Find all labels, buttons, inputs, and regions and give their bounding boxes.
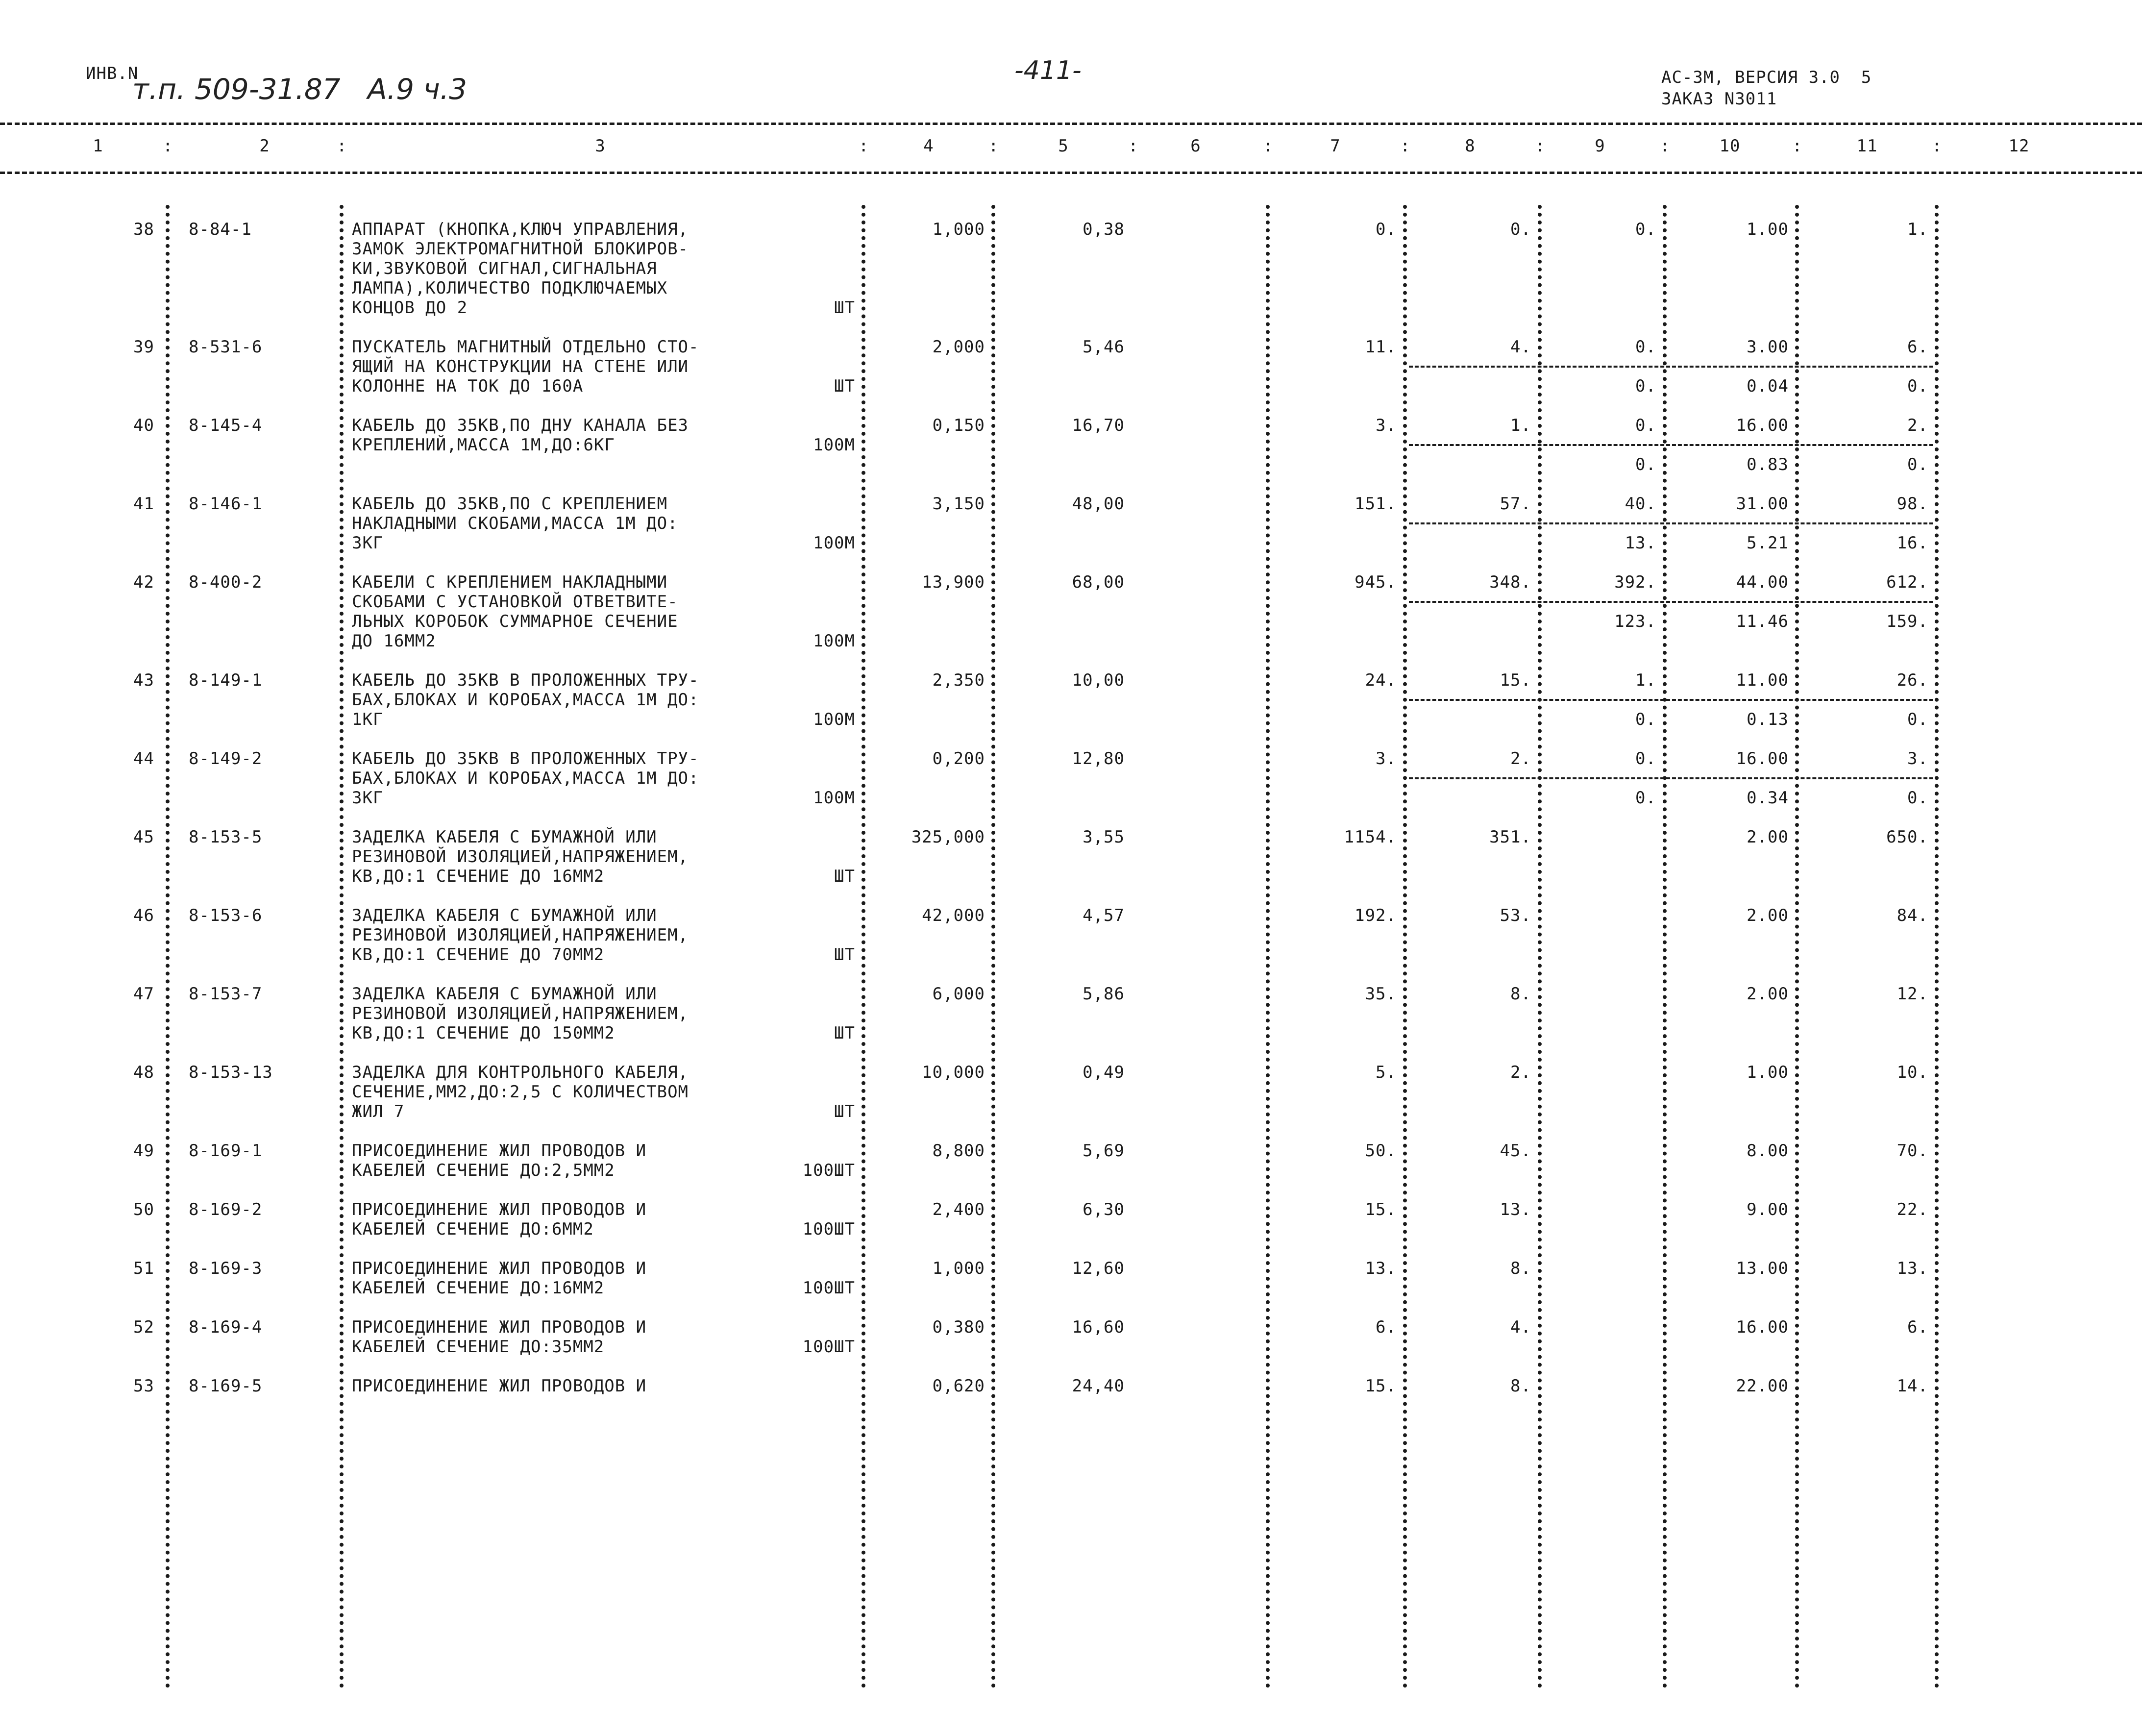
value-col-10: 16.00: [1736, 749, 1789, 769]
value-col-4: 0,620: [932, 1376, 985, 1396]
row-number: 50: [133, 1200, 154, 1219]
description-line: КАБЕЛЬ ДО 35КВ,ПО ДНУ КАНАЛА БЕЗ: [352, 416, 689, 435]
rate-code: 8-84-1: [189, 220, 252, 239]
value-col-4: 13,900: [922, 572, 985, 592]
value-col-5: 24,40: [1072, 1376, 1125, 1396]
description-line: 3КГ: [352, 788, 384, 808]
column-header-2: 2: [259, 136, 270, 156]
value-col-7: 50.: [1365, 1141, 1397, 1161]
value-col-9: 392.: [1614, 572, 1656, 592]
description-line: КВ,ДО:1 СЕЧЕНИЕ ДО 150ММ2: [352, 1023, 615, 1043]
order-number: ЗАКАЗ N3011: [1661, 89, 1777, 109]
header-separator: :: [859, 136, 869, 156]
value-col-11: 2.: [1907, 416, 1928, 435]
value-col-4: 0,150: [932, 416, 985, 435]
header-separator: :: [1400, 136, 1411, 156]
value-col-11: 1.: [1907, 220, 1928, 239]
inventory-label: ИНВ.N: [86, 64, 139, 83]
description-line: КОНЦОВ ДО 2: [352, 298, 468, 318]
value-col-8: 57.: [1500, 494, 1531, 514]
value-col-7: 3.: [1376, 749, 1397, 769]
value-col-10: 2.00: [1747, 906, 1789, 925]
header-separator: :: [1535, 136, 1546, 156]
value-col-7: 3.: [1376, 416, 1397, 435]
rate-code: 8-153-6: [189, 906, 263, 925]
rate-code: 8-149-2: [189, 749, 263, 769]
value-col-10: 31.00: [1736, 494, 1789, 514]
row-number: 41: [133, 494, 154, 514]
value-col-11: 10.: [1896, 1063, 1928, 1082]
description-line: ЛАМПА),КОЛИЧЕСТВО ПОДКЛЮЧАЕМЫХ: [352, 278, 668, 298]
description-line: КАБЕЛЕЙ СЕЧЕНИЕ ДО:35ММ2: [352, 1337, 605, 1357]
unit-of-measure: ШТ: [834, 1023, 855, 1043]
sub-value-col-11: 0.: [1907, 376, 1928, 396]
sub-value-col-10: 0.34: [1747, 788, 1789, 808]
rate-code: 8-531-6: [189, 337, 263, 357]
header-separator: :: [1792, 136, 1803, 156]
value-col-8: 8.: [1510, 1376, 1531, 1396]
value-col-5: 0,49: [1083, 1063, 1125, 1082]
sub-value-col-9: 0.: [1635, 710, 1656, 729]
description-line: ЗАМОК ЭЛЕКТРОМАГНИТНОЙ БЛОКИРОВ-: [352, 239, 689, 259]
row-number: 43: [133, 670, 154, 690]
unit-of-measure: 100ШТ: [802, 1337, 855, 1357]
description-line: КАБЕЛЕЙ СЕЧЕНИЕ ДО:6ММ2: [352, 1219, 594, 1239]
value-col-8: 53.: [1500, 906, 1531, 925]
value-col-8: 2.: [1510, 749, 1531, 769]
column-header-9: 9: [1595, 136, 1605, 156]
description-line: РЕЗИНОВОЙ ИЗОЛЯЦИЕЙ,НАПРЯЖЕНИЕМ,: [352, 925, 689, 945]
column-separator: [166, 205, 170, 1688]
value-col-11: 3.: [1907, 749, 1928, 769]
value-col-4: 0,200: [932, 749, 985, 769]
sub-value-col-11: 0.: [1907, 455, 1928, 474]
description-line: ПРИСОЕДИНЕНИЕ ЖИЛ ПРОВОДОВ И: [352, 1376, 647, 1396]
sub-value-col-9: 0.: [1635, 788, 1656, 808]
description-line: КИ,ЗВУКОВОЙ СИГНАЛ,СИГНАЛЬНАЯ: [352, 259, 657, 278]
unit-of-measure: ШТ: [834, 867, 855, 886]
value-col-10: 1.00: [1747, 1063, 1789, 1082]
value-col-5: 5,86: [1083, 984, 1125, 1004]
description-line: КОЛОННЕ НА ТОК ДО 160А: [352, 376, 584, 396]
value-col-9: 0.: [1635, 749, 1656, 769]
value-col-11: 84.: [1896, 906, 1928, 925]
value-col-10: 44.00: [1736, 572, 1789, 592]
rate-code: 8-146-1: [189, 494, 263, 514]
value-col-7: 945.: [1354, 572, 1397, 592]
value-col-11: 6.: [1907, 337, 1928, 357]
rate-code: 8-153-7: [189, 984, 263, 1004]
header-separator: :: [1263, 136, 1274, 156]
description-line: ПРИСОЕДИНЕНИЕ ЖИЛ ПРОВОДОВ И: [352, 1141, 647, 1161]
row-number: 47: [133, 984, 154, 1004]
value-col-8: 45.: [1500, 1141, 1531, 1161]
value-col-10: 11.00: [1736, 670, 1789, 690]
value-col-7: 0.: [1376, 220, 1397, 239]
value-col-11: 6.: [1907, 1317, 1928, 1337]
description-line: КАБЕЛЬ ДО 35КВ,ПО С КРЕПЛЕНИЕМ: [352, 494, 668, 514]
system-version: АС-3М, ВЕРСИЯ 3.0 5: [1661, 68, 1872, 87]
sub-value-col-10: 0.13: [1747, 710, 1789, 729]
column-header-5: 5: [1058, 136, 1069, 156]
subtotal-rule: [1409, 777, 1933, 779]
column-separator: [340, 205, 344, 1688]
page-number: -411-: [1014, 56, 1082, 85]
value-col-8: 2.: [1510, 1063, 1531, 1082]
row-number: 52: [133, 1317, 154, 1337]
description-line: ПРИСОЕДИНЕНИЕ ЖИЛ ПРОВОДОВ И: [352, 1259, 647, 1278]
column-header-12: 12: [2008, 136, 2030, 156]
subtotal-rule: [1409, 699, 1933, 701]
value-col-5: 5,69: [1083, 1141, 1125, 1161]
value-col-10: 16.00: [1736, 416, 1789, 435]
value-col-11: 98.: [1896, 494, 1928, 514]
column-header-10: 10: [1719, 136, 1741, 156]
value-col-9: 40.: [1625, 494, 1656, 514]
row-number: 49: [133, 1141, 154, 1161]
rate-code: 8-169-5: [189, 1376, 263, 1396]
value-col-5: 5,46: [1083, 337, 1125, 357]
value-col-11: 650.: [1886, 827, 1928, 847]
rate-code: 8-153-13: [189, 1063, 273, 1082]
rate-code: 8-149-1: [189, 670, 263, 690]
description-line: КАБЕЛЬ ДО 35КВ В ПРОЛОЖЕННЫХ ТРУ-: [352, 670, 699, 690]
column-header-6: 6: [1190, 136, 1201, 156]
rate-code: 8-400-2: [189, 572, 263, 592]
value-col-4: 8,800: [932, 1141, 985, 1161]
row-number: 46: [133, 906, 154, 925]
sub-value-col-9: 0.: [1635, 455, 1656, 474]
value-col-11: 70.: [1896, 1141, 1928, 1161]
description-line: 3КГ: [352, 533, 384, 553]
column-header-7: 7: [1330, 136, 1341, 156]
value-col-10: 9.00: [1747, 1200, 1789, 1219]
description-line: 1КГ: [352, 710, 384, 729]
rate-code: 8-169-1: [189, 1141, 263, 1161]
description-line: КАБЕЛИ С КРЕПЛЕНИЕМ НАКЛАДНЫМИ: [352, 572, 668, 592]
description-line: КАБЕЛЕЙ СЕЧЕНИЕ ДО:16ММ2: [352, 1278, 605, 1298]
value-col-9: 0.: [1635, 220, 1656, 239]
unit-of-measure: ШТ: [834, 1102, 855, 1121]
description-line: ЗАДЕЛКА ДЛЯ КОНТРОЛЬНОГО КАБЕЛЯ,: [352, 1063, 689, 1082]
subtotal-rule: [1409, 366, 1933, 368]
value-col-5: 48,00: [1072, 494, 1125, 514]
header-separator: :: [1932, 136, 1943, 156]
value-col-8: 13.: [1500, 1200, 1531, 1219]
value-col-11: 26.: [1896, 670, 1928, 690]
unit-of-measure: 100М: [813, 435, 855, 455]
column-header-4: 4: [923, 136, 934, 156]
description-line: ЯЩИЙ НА КОНСТРУКЦИИ НА СТЕНЕ ИЛИ: [352, 357, 689, 376]
value-col-10: 13.00: [1736, 1259, 1789, 1278]
unit-of-measure: 100М: [813, 631, 855, 651]
value-col-7: 1154.: [1344, 827, 1397, 847]
rate-code: 8-169-3: [189, 1259, 263, 1278]
description-line: РЕЗИНОВОЙ ИЗОЛЯЦИЕЙ,НАПРЯЖЕНИЕМ,: [352, 1004, 689, 1023]
value-col-4: 10,000: [922, 1063, 985, 1082]
column-header-11: 11: [1856, 136, 1878, 156]
value-col-8: 1.: [1510, 416, 1531, 435]
value-col-10: 1.00: [1747, 220, 1789, 239]
description-line: ПРИСОЕДИНЕНИЕ ЖИЛ ПРОВОДОВ И: [352, 1200, 647, 1219]
sub-value-col-10: 0.04: [1747, 376, 1789, 396]
value-col-7: 151.: [1354, 494, 1397, 514]
subtotal-rule: [1409, 601, 1933, 603]
value-col-10: 22.00: [1736, 1376, 1789, 1396]
header-separator: :: [988, 136, 999, 156]
value-col-11: 22.: [1896, 1200, 1928, 1219]
value-col-9: 0.: [1635, 337, 1656, 357]
sub-value-col-11: 159.: [1886, 612, 1928, 631]
value-col-10: 2.00: [1747, 984, 1789, 1004]
value-col-9: 0.: [1635, 416, 1656, 435]
value-col-4: 1,000: [932, 220, 985, 239]
description-line: БАХ,БЛОКАХ И КОРОБАХ,МАССА 1М ДО:: [352, 690, 699, 710]
description-line: ЖИЛ 7: [352, 1102, 405, 1121]
description-line: ДО 16ММ2: [352, 631, 436, 651]
unit-of-measure: 100ШТ: [802, 1161, 855, 1180]
unit-of-measure: ШТ: [834, 945, 855, 965]
value-col-5: 16,60: [1072, 1317, 1125, 1337]
description-line: ПРИСОЕДИНЕНИЕ ЖИЛ ПРОВОДОВ И: [352, 1317, 647, 1337]
description-line: ЛЬНЫХ КОРОБОК СУММАРНОЕ СЕЧЕНИЕ: [352, 612, 678, 631]
description-line: СЕЧЕНИЕ,ММ2,ДО:2,5 С КОЛИЧЕСТВОМ: [352, 1082, 689, 1102]
description-line: НАКЛАДНЫМИ СКОБАМИ,МАССА 1М ДО:: [352, 514, 678, 533]
description-line: КВ,ДО:1 СЕЧЕНИЕ ДО 70ММ2: [352, 945, 605, 965]
value-col-8: 348.: [1489, 572, 1531, 592]
value-col-8: 8.: [1510, 984, 1531, 1004]
value-col-10: 16.00: [1736, 1317, 1789, 1337]
unit-of-measure: ШТ: [834, 376, 855, 396]
value-col-7: 6.: [1376, 1317, 1397, 1337]
sub-value-col-9: 123.: [1614, 612, 1656, 631]
value-col-7: 13.: [1365, 1259, 1397, 1278]
value-col-7: 192.: [1354, 906, 1397, 925]
value-col-7: 11.: [1365, 337, 1397, 357]
row-number: 53: [133, 1376, 154, 1396]
value-col-10: 3.00: [1747, 337, 1789, 357]
rate-code: 8-153-5: [189, 827, 263, 847]
value-col-8: 4.: [1510, 337, 1531, 357]
description-line: ЗАДЕЛКА КАБЕЛЯ С БУМАЖНОЙ ИЛИ: [352, 906, 657, 925]
value-col-4: 2,400: [932, 1200, 985, 1219]
row-number: 42: [133, 572, 154, 592]
value-col-4: 2,350: [932, 670, 985, 690]
subtotal-rule: [1409, 444, 1933, 446]
column-header-3: 3: [595, 136, 606, 156]
description-line: СКОБАМИ С УСТАНОВКОЙ ОТВЕТВИТЕ-: [352, 592, 678, 612]
value-col-7: 15.: [1365, 1376, 1397, 1396]
description-line: ПУСКАТЕЛЬ МАГНИТНЫЙ ОТДЕЛЬНО СТО-: [352, 337, 699, 357]
value-col-8: 8.: [1510, 1259, 1531, 1278]
subtotal-rule: [1409, 522, 1933, 524]
value-col-7: 15.: [1365, 1200, 1397, 1219]
header-rule-top: [0, 123, 2142, 125]
value-col-4: 6,000: [932, 984, 985, 1004]
description-line: КАБЕЛЬ ДО 35КВ В ПРОЛОЖЕННЫХ ТРУ-: [352, 749, 699, 769]
value-col-8: 4.: [1510, 1317, 1531, 1337]
sub-value-col-10: 0.83: [1747, 455, 1789, 474]
value-col-8: 0.: [1510, 220, 1531, 239]
description-line: КВ,ДО:1 СЕЧЕНИЕ ДО 16ММ2: [352, 867, 605, 886]
value-col-4: 1,000: [932, 1259, 985, 1278]
rate-code: 8-169-4: [189, 1317, 263, 1337]
row-number: 45: [133, 827, 154, 847]
value-col-5: 12,80: [1072, 749, 1125, 769]
value-col-7: 5.: [1376, 1063, 1397, 1082]
unit-of-measure: 100М: [813, 788, 855, 808]
value-col-5: 3,55: [1083, 827, 1125, 847]
value-col-5: 4,57: [1083, 906, 1125, 925]
sub-value-col-10: 5.21: [1747, 533, 1789, 553]
sub-value-col-11: 0.: [1907, 788, 1928, 808]
row-number: 44: [133, 749, 154, 769]
column-header-1: 1: [93, 136, 103, 156]
value-col-11: 14.: [1896, 1376, 1928, 1396]
unit-of-measure: ШТ: [834, 298, 855, 318]
rate-code: 8-169-2: [189, 1200, 263, 1219]
header-separator: :: [337, 136, 347, 156]
value-col-8: 351.: [1489, 827, 1531, 847]
description-line: ЗАДЕЛКА КАБЕЛЯ С БУМАЖНОЙ ИЛИ: [352, 984, 657, 1004]
sub-value-col-11: 16.: [1896, 533, 1928, 553]
column-separator: [1935, 205, 1939, 1688]
description-line: КАБЕЛЕЙ СЕЧЕНИЕ ДО:2,5ММ2: [352, 1161, 615, 1180]
description-line: БАХ,БЛОКАХ И КОРОБАХ,МАССА 1М ДО:: [352, 769, 699, 788]
row-number: 51: [133, 1259, 154, 1278]
column-header-8: 8: [1465, 136, 1476, 156]
row-number: 39: [133, 337, 154, 357]
value-col-8: 15.: [1500, 670, 1531, 690]
row-number: 38: [133, 220, 154, 239]
description-line: АППАРАТ (КНОПКА,КЛЮЧ УПРАВЛЕНИЯ,: [352, 220, 689, 239]
value-col-5: 12,60: [1072, 1259, 1125, 1278]
sub-value-col-11: 0.: [1907, 710, 1928, 729]
value-col-5: 16,70: [1072, 416, 1125, 435]
header-separator: :: [1128, 136, 1139, 156]
value-col-5: 10,00: [1072, 670, 1125, 690]
value-col-5: 68,00: [1072, 572, 1125, 592]
value-col-11: 12.: [1896, 984, 1928, 1004]
value-col-4: 2,000: [932, 337, 985, 357]
description-line: ЗАДЕЛКА КАБЕЛЯ С БУМАЖНОЙ ИЛИ: [352, 827, 657, 847]
value-col-4: 3,150: [932, 494, 985, 514]
description-line: КРЕПЛЕНИЙ,МАССА 1М,ДО:6КГ: [352, 435, 615, 455]
value-col-7: 35.: [1365, 984, 1397, 1004]
row-number: 48: [133, 1063, 154, 1082]
unit-of-measure: 100ШТ: [802, 1219, 855, 1239]
value-col-9: 1.: [1635, 670, 1656, 690]
header-rule-bottom: [0, 172, 2142, 174]
sub-value-col-9: 0.: [1635, 376, 1656, 396]
value-col-10: 8.00: [1747, 1141, 1789, 1161]
value-col-7: 24.: [1365, 670, 1397, 690]
value-col-11: 612.: [1886, 572, 1928, 592]
rate-code: 8-145-4: [189, 416, 263, 435]
sub-value-col-10: 11.46: [1736, 612, 1789, 631]
row-number: 40: [133, 416, 154, 435]
unit-of-measure: 100М: [813, 710, 855, 729]
value-col-5: 6,30: [1083, 1200, 1125, 1219]
header-separator: :: [163, 136, 173, 156]
sub-value-col-9: 13.: [1625, 533, 1656, 553]
value-col-4: 42,000: [922, 906, 985, 925]
unit-of-measure: 100М: [813, 533, 855, 553]
value-col-10: 2.00: [1747, 827, 1789, 847]
value-col-5: 0,38: [1083, 220, 1125, 239]
unit-of-measure: 100ШТ: [802, 1278, 855, 1298]
value-col-4: 325,000: [911, 827, 985, 847]
handwritten-document-ref: т.п. 509-31.87 А.9 ч.3: [132, 73, 468, 106]
description-line: РЕЗИНОВОЙ ИЗОЛЯЦИЕЙ,НАПРЯЖЕНИЕМ,: [352, 847, 689, 867]
header-separator: :: [1660, 136, 1671, 156]
value-col-4: 0,380: [932, 1317, 985, 1337]
value-col-11: 13.: [1896, 1259, 1928, 1278]
